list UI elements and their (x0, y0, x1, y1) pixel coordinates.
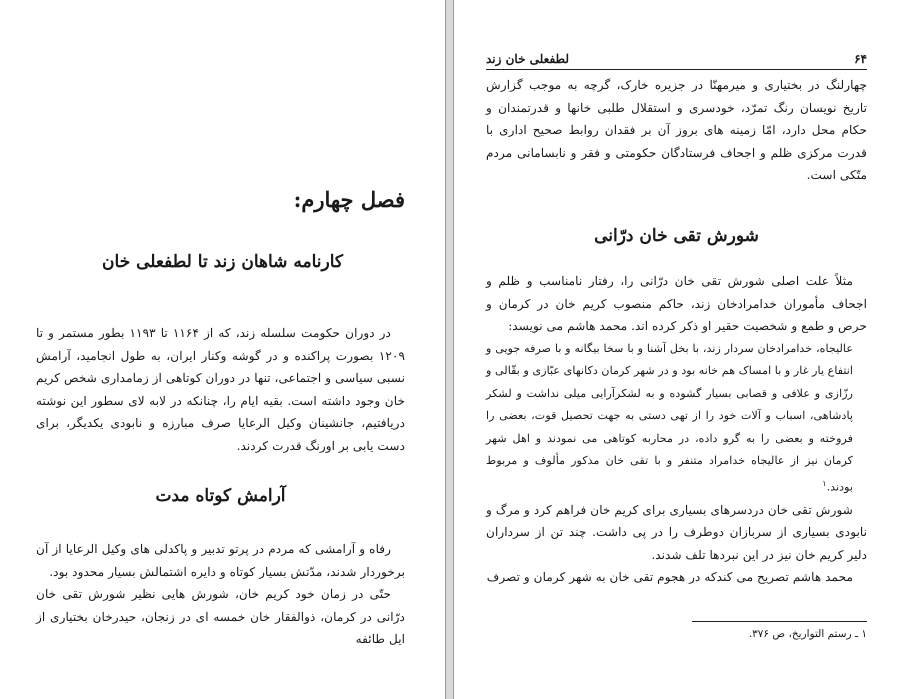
footnote-mark: ۱ (822, 478, 827, 488)
right-top-block (486, 74, 867, 187)
block-quote (486, 338, 867, 499)
chapter-title: فصل چهارم: (293, 187, 405, 212)
paragraph: محمد هاشم تصریح می کندکه در هجوم تقی خان به شهر کرمان و تصرف (486, 570, 853, 585)
page-number: ۶۴ (854, 52, 867, 66)
intro-paragraph-block (36, 322, 405, 457)
footnote-divider (692, 621, 867, 622)
right-body-block (486, 270, 867, 589)
section-title-short-calm: آرامش کوتاه مدت (155, 486, 286, 506)
paragraph: شورش تقی خان دردسرهای بسیاری برای کریم خان فراهم کرد و مرگ و نابودی بسیاری از سربازان دوطرف را در پی داشت. چند تن از سرداران دلیر کریم خان نیز در این نبردها تلف شدند. (486, 502, 867, 562)
intro-paragraph: در دوران حکومت سلسله زند، که از ۱۱۶۴ تا ۱۱۹۳ بطور مستمر و تا ۱۲۰۹ بصورت پراکنده و در گوشه وکنار ایران، به طول انجامید، آرامش نسبی سیاسی و اجتماعی، تنها در دوران کوتاهی از زمامداری شخص کریم خان وجود داشته است. بقیه ایام را، چنانکه در لابه لای سطور این نوشته دریافتیم، جانشینان وکیل الرعایا صرف مبارزه و نابودی یکدیگر، برای دست یابی بر اورنگ قدرت کردند. (36, 326, 405, 453)
paragraph: چهارلنگ در بختیاری و میرمهنّا در جزیره خارک، گرچه به موجب گزارش تاریخ نویسان رنگ تمرّد، خودسری و استقلال طلبی خانها و قدرتمندان و حکام محل دارد، امّا زمینه های بروز آن بر فقدان روابط صحیح اداری با قدرت مرکزی ظلم و اجحاف فرستادگان حکومتی و فقر و نابسامانی مردم متّکی است. (486, 78, 867, 182)
left-body-block (36, 538, 405, 651)
footnote: ۱ ـ رستم التواریخ، ص ۳۷۶. (748, 628, 867, 640)
running-title: لطفعلی خان زند (486, 52, 570, 66)
right-page (453, 0, 899, 699)
left-page (0, 0, 446, 699)
paragraph: حتّی در زمان خود کریم خان، شورش هایی نظیر شورش تقی خان درّانی در کرمان، ذوالفقار خان خمسه ای در زنجان، حیدرخان بختیاری از ایل طائفه (36, 587, 405, 646)
section-title-taqi-khan: شورش تقی خان درّانی (594, 226, 759, 246)
chapter-subtitle: کارنامه شاهان زند تا لطفعلی خان (102, 252, 343, 272)
paragraph: مثلاً علت اصلی شورش تقی خان درّانی را، رفتار نامناسب و ظلم و اجحاف مأموران خدامرادخان زند، حاکم منصوب کریم خان در کرمان و حرص و طمع و شخصیت حقیر او ذکر کرده اند. محمد هاشم می نویسد: (486, 274, 867, 333)
running-header (486, 52, 867, 70)
quote-text: عالیجاه، خدامرادخان سردار زند، با بخل آشنا و با سخا بیگانه و با صرفه جویی و انتفاع یار غار و با امساک هم خانه بود و در شهر کرمان دکانهای عبّازی و بقّالی و رزّازی و علافی و قصابی بسیار گشوده و به لشکرآرایی میلی نداشت و لشکر پادشاهی، اسباب و آلات خود را از تهی دستی به جهت تحصیل قوت، بعضی را فروخته و بعضی را به گرو داده، در محاربه کوتاهی می نمودند و اهل شهر کرمان نیز از عالیجاه خدامراد متنفر و با تقی خان مذکور مألوف و مربوط بودند. (486, 341, 853, 494)
paragraph: رفاه و آرامشی که مردم در پرتو تدبیر و پاکدلی های وکیل الرعایا از آن برخوردار شدند، مدّتش بسیار کوتاه و دایره اشتمالش بسیار محدود بود. (36, 542, 405, 579)
